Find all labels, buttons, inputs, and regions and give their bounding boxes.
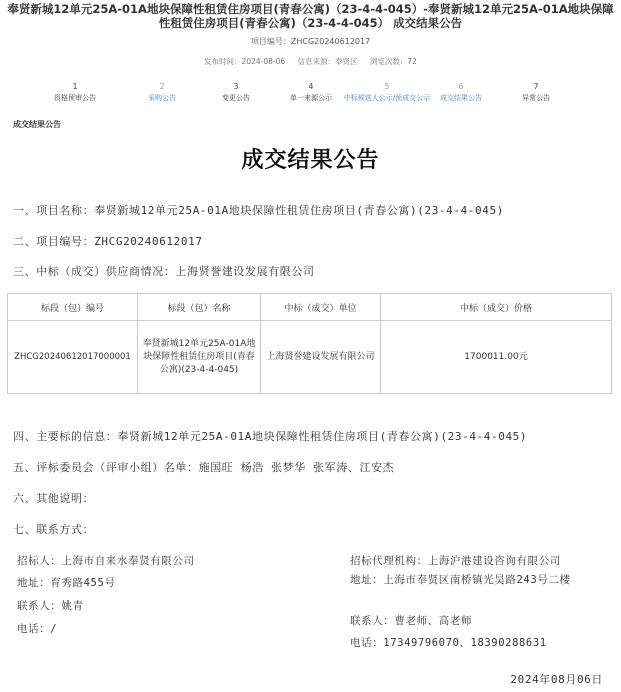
item-supplier: 三、中标（成交）供应商情况：上海贤誉建设发展有限公司 [13,265,315,278]
cell-name: 奉贤新城12单元25A-01A地块保障性租赁住房项目(青春公寓)(23-4-4-045) [138,321,261,394]
step-result[interactable]: 6 成交结果公告 [440,82,482,102]
document-title: 成交结果公告 [241,148,380,173]
step-change[interactable]: 3 变更公告 [222,82,250,102]
section-label: 成交结果公告 [13,120,61,129]
item-project-name: 一、项目名称：奉贤新城12单元25A-01A地块保障性租赁住房项目(青春公寓)(23-4-4-045) [13,204,504,217]
item-other: 六、其他说明： [13,492,95,505]
cell-price: 1700011.00元 [381,321,612,394]
col-header-name: 标段（包）名称 [138,294,261,321]
process-steps [0,82,621,112]
step-prequalification[interactable]: 1 资格预审公告 [54,82,96,102]
info-source: 信息来源：奉贤区 [297,57,358,66]
item-committee: 五、评标委员会（评审小组）名单：施国旺 杨浩 张梦华 张军涛、江安杰 [13,461,395,474]
contact-right-phone: 电话：17349796070、18390288631 [350,637,547,649]
notice-date: 2024年08月06日 [510,673,603,686]
header-title-line2: 性租赁住房项目(青春公寓)（23-4-4-045） 成交结果公告 [158,16,463,30]
col-header-code: 标段（包）编号 [8,294,138,321]
step-candidate-publicity[interactable]: 5 中标候选人公示/预成交公示 [343,82,431,102]
contact-left-address: 地址：育秀路455号 [17,577,116,589]
view-count: 浏览次数：72 [369,57,417,66]
table-header-row [8,294,612,321]
publish-meta [0,56,621,67]
item-project-number: 二、项目编号：ZHCG20240612017 [13,235,203,248]
notice-header-title [0,2,621,30]
step-abnormal[interactable]: 7 异常公告 [522,82,550,102]
result-table [7,293,612,394]
cell-code: ZHCG20240612017000001 [8,321,138,394]
header-title-line1: 奉贤新城12单元25A-01A地块保障性租赁住房项目(青春公寓)（23-4-4-045）-奉贤新城12单元25A-01A地块保障 [7,2,614,16]
contact-right-person: 联系人：曹老师、高老师 [350,615,473,627]
col-header-unit: 中标（成交）单位 [261,294,381,321]
table-row [8,321,612,394]
cell-unit: 上海贤誉建设发展有限公司 [261,321,381,394]
contact-right-address: 地址：上海市奉贤区南桥镇光昊路243号二楼 [350,574,571,586]
step-single-source[interactable]: 4 单一来源公示 [290,82,332,102]
contact-left-person: 联系人：姚青 [17,600,84,612]
col-header-price: 中标（成交）价格 [381,294,612,321]
contact-left-phone: 电话：/ [17,623,58,635]
project-number: 项目编号：ZHCG20240612017 [250,37,371,46]
contact-tenderer: 招标人：上海市自来水奉贤有限公司 [17,555,195,567]
item-contact: 七、联系方式： [13,523,95,536]
item-main-subject: 四、主要标的信息：奉贤新城12单元25A-01A地块保障性租赁住房项目(青春公寓)(23-4-4-045) [13,430,528,443]
contact-agency: 招标代理机构：上海沪港建设咨询有限公司 [350,555,561,567]
step-procurement[interactable]: 2 采购公告 [148,82,176,102]
publish-time: 发布时间：2024-08-06 [204,57,286,66]
